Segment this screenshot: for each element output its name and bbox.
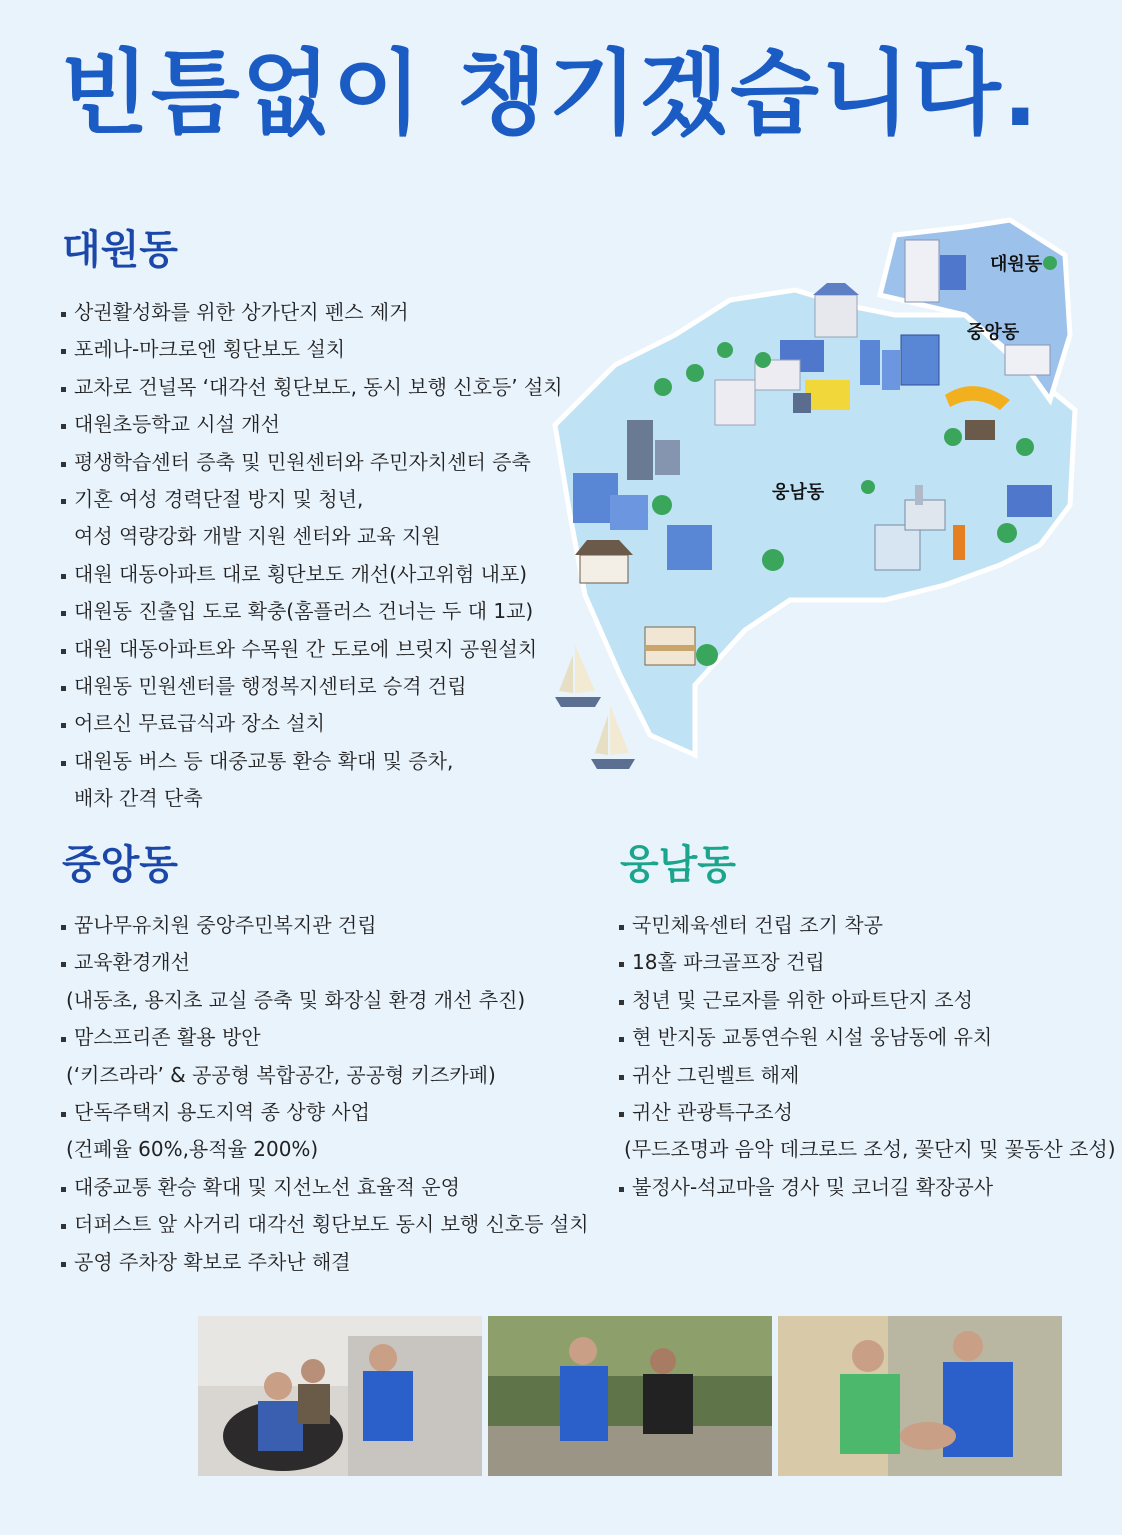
section-title-daewon: 대원동 xyxy=(62,227,178,273)
list-item: 평생학습센터 증축 및 민원센터와 주민자치센터 증축 xyxy=(60,444,563,481)
shop-icon xyxy=(645,627,695,665)
list-item: 국민체육센터 건립 조기 착공 xyxy=(618,907,1116,944)
sailboat-icon xyxy=(555,645,601,707)
list-item: 대원동 진출입 도로 확충(홈플러스 건너는 두 대 1교) xyxy=(60,593,563,630)
list-item: 18홀 파크골프장 건립 xyxy=(618,944,1116,981)
list-item: 불정사-석교마을 경사 및 코너길 확장공사 xyxy=(618,1169,1116,1206)
list-item: 기혼 여성 경력단절 방지 및 청년, xyxy=(60,481,563,518)
campaign-photo-3 xyxy=(778,1316,1062,1476)
building-icon xyxy=(1005,345,1050,375)
photo-strip xyxy=(198,1316,1062,1476)
building-icon xyxy=(1007,485,1052,517)
list-item: 청년 및 근로자를 위한 아파트단지 조성 xyxy=(618,982,1116,1019)
list-item-continuation: (내동초, 용지초 교실 증축 및 화장실 환경 개선 추진) xyxy=(66,987,526,1012)
list-item: 어르신 무료급식과 장소 설치 xyxy=(60,705,563,742)
list-item: 대중교통 환승 확대 및 지선노선 효율적 운영 xyxy=(60,1169,589,1206)
list-item: 현 반지동 교통연수원 시설 웅남동에 유치 xyxy=(618,1019,1116,1056)
list-item: 대원초등학교 시설 개선 xyxy=(60,406,563,443)
campaign-photo-2 xyxy=(488,1316,772,1476)
daewon-list xyxy=(60,294,563,817)
map-label-jungang: 중앙동 xyxy=(967,322,1020,343)
campaign-photo-1 xyxy=(198,1316,482,1476)
map-label-daewon: 대원동 xyxy=(990,254,1043,275)
list-item: 더퍼스트 앞 사거리 대각선 횡단보도 동시 보행 신호등 설치 xyxy=(60,1206,589,1243)
list-item: 귀산 관광특구조성 xyxy=(618,1094,1116,1131)
list-item: 귀산 그린벨트 해제 xyxy=(618,1057,1116,1094)
district-map xyxy=(545,215,1105,795)
section-title-jungang: 중앙동 xyxy=(62,842,178,888)
list-item: 대원 대동아파트와 수목원 간 도로에 브릿지 공원설치 xyxy=(60,631,563,668)
list-item: 공영 주차장 확보로 주차난 해결 xyxy=(60,1244,589,1281)
list-item: 포레나-마크로엔 횡단보도 설치 xyxy=(60,331,563,368)
list-item: 맘스프리존 활용 방안 xyxy=(60,1019,589,1056)
house-icon xyxy=(575,540,633,583)
list-item: 대원동 버스 등 대중교통 환승 확대 및 증차, xyxy=(60,743,563,780)
section-title-ungnam: 웅남동 xyxy=(620,842,736,888)
ungnam-list xyxy=(618,907,1116,1206)
list-item: 꿈나무유치원 중앙주민복지관 건립 xyxy=(60,907,589,944)
map-label-ungnam: 웅남동 xyxy=(772,482,825,503)
list-item: 대원동 민원센터를 행정복지센터로 승격 건립 xyxy=(60,668,563,705)
list-item: 교육환경개선 xyxy=(60,944,589,981)
list-item: 교차로 건널목 ‘대각선 횡단보도, 동시 보행 신호등’ 설치 xyxy=(60,369,563,406)
list-item: 단독주택지 용도지역 종 상향 사업 xyxy=(60,1094,589,1131)
list-item: 대원 대동아파트 대로 횡단보도 개선(사고위험 내포) xyxy=(60,556,563,593)
list-item-continuation: (무드조명과 음악 데크로드 조성, 꽃단지 및 꽃동산 조성) xyxy=(624,1137,1116,1162)
jungang-list xyxy=(60,907,589,1281)
sailboat-icon xyxy=(591,705,635,769)
building-icon xyxy=(813,283,859,337)
list-item-continuation: 배차 간격 단축 xyxy=(74,786,203,811)
headline: 빈틈없이 챙기겠습니다. xyxy=(60,40,1040,147)
list-item-continuation: (건폐율 60%,용적율 200%) xyxy=(66,1137,319,1162)
list-item-continuation: 여성 역량강화 개발 지원 센터와 교육 지원 xyxy=(74,524,441,549)
list-item: 상권활성화를 위한 상가단지 펜스 제거 xyxy=(60,294,563,331)
list-item-continuation: (‘키즈라라’ & 공공형 복합공간, 공공형 키즈카페) xyxy=(66,1062,496,1087)
